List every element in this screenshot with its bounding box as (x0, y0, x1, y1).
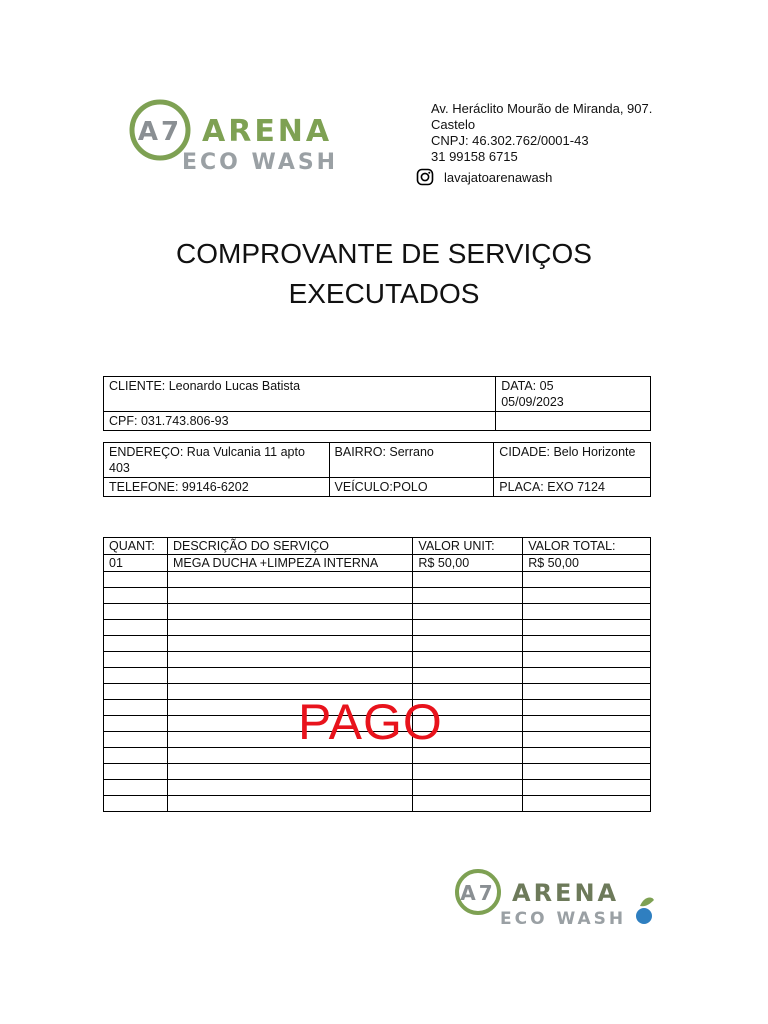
service-row (104, 555, 651, 572)
service-unit-value-cell (413, 764, 523, 780)
logo-mark: A7 (137, 117, 183, 147)
service-description-cell (167, 652, 412, 668)
service-unit-value-cell (413, 668, 523, 684)
plate-cell: PLACA: EXO 7124 (494, 478, 651, 497)
service-quantity-cell (104, 652, 168, 668)
service-quantity-cell: 01 (104, 555, 168, 572)
service-row (104, 604, 651, 620)
service-quantity-cell (104, 572, 168, 588)
service-total-value-cell (523, 716, 651, 732)
cpf-cell: CPF: 031.743.806-93 (104, 412, 496, 431)
logo-name: ARENA (202, 114, 333, 149)
paid-stamp: PAGO (298, 694, 443, 750)
service-total-value-cell (523, 684, 651, 700)
service-description-cell (167, 636, 412, 652)
company-info (431, 101, 652, 165)
service-quantity-cell (104, 732, 168, 748)
service-row (104, 588, 651, 604)
company-address-line2: Castelo (431, 117, 476, 132)
date-cell (496, 377, 651, 412)
service-total-value-cell (523, 604, 651, 620)
service-row (104, 620, 651, 636)
title-line2: EXECUTADOS (288, 278, 480, 309)
service-unit-value-cell (413, 588, 523, 604)
service-quantity-cell (104, 780, 168, 796)
header-total-value: VALOR TOTAL: (523, 538, 651, 555)
client-row (104, 377, 651, 412)
services-header-row (104, 538, 651, 555)
neighborhood-cell: BAIRRO: Serrano (329, 443, 494, 478)
service-quantity-cell (104, 796, 168, 812)
service-total-value-cell (523, 652, 651, 668)
header-quantity: QUANT: (104, 538, 168, 555)
service-description-cell (167, 620, 412, 636)
company-logo (120, 95, 360, 177)
service-unit-value-cell (413, 796, 523, 812)
logo-tagline: ECO WASH (182, 150, 339, 175)
service-unit-value-cell (413, 604, 523, 620)
service-unit-value-cell (413, 780, 523, 796)
service-quantity-cell (104, 668, 168, 684)
phone-cell: TELEFONE: 99146-6202 (104, 478, 330, 497)
service-description-cell (167, 668, 412, 684)
service-quantity-cell (104, 684, 168, 700)
service-row (104, 636, 651, 652)
client-table (103, 376, 651, 431)
service-unit-value-cell (413, 620, 523, 636)
service-total-value-cell (523, 636, 651, 652)
service-total-value-cell (523, 780, 651, 796)
instagram-handle-row (416, 167, 552, 187)
service-total-value-cell (523, 732, 651, 748)
service-row (104, 652, 651, 668)
service-total-value-cell (523, 764, 651, 780)
company-cnpj: CNPJ: 46.302.762/0001-43 (431, 133, 589, 148)
service-total-value-cell (523, 668, 651, 684)
water-drop-icon (636, 908, 652, 924)
footer-logo-mark: A7 (460, 881, 496, 905)
service-unit-value-cell: R$ 50,00 (413, 555, 523, 572)
services-body (104, 555, 651, 812)
city-cell: CIDADE: Belo Horizonte (494, 443, 651, 478)
service-quantity-cell (104, 636, 168, 652)
vehicle-row (104, 478, 651, 497)
service-total-value-cell (523, 588, 651, 604)
service-total-value-cell (523, 572, 651, 588)
service-description-cell (167, 588, 412, 604)
cpf-row (104, 412, 651, 431)
service-unit-value-cell (413, 652, 523, 668)
service-quantity-cell (104, 620, 168, 636)
service-total-value-cell (523, 748, 651, 764)
service-unit-value-cell (413, 572, 523, 588)
service-total-value-cell: R$ 50,00 (523, 555, 651, 572)
service-row (104, 572, 651, 588)
service-row (104, 780, 651, 796)
services-table (103, 537, 651, 812)
date-value: 05/09/2023 (501, 395, 564, 409)
address-row (104, 443, 651, 478)
company-phone: 31 99158 6715 (431, 149, 518, 164)
service-quantity-cell (104, 748, 168, 764)
service-total-value-cell (523, 620, 651, 636)
footer-logo-tagline: ECO WASH (500, 909, 627, 929)
service-quantity-cell (104, 764, 168, 780)
service-quantity-cell (104, 604, 168, 620)
service-quantity-cell (104, 716, 168, 732)
empty-cell (496, 412, 651, 431)
service-row (104, 668, 651, 684)
service-quantity-cell (104, 700, 168, 716)
header-unit-value: VALOR UNIT: (413, 538, 523, 555)
service-unit-value-cell (413, 636, 523, 652)
vehicle-cell: VEÍCULO:POLO (329, 478, 494, 497)
client-name-cell: CLIENTE: Leonardo Lucas Batista (104, 377, 496, 412)
leaf-icon (640, 898, 654, 907)
service-quantity-cell (104, 588, 168, 604)
instagram-handle: lavajatoarenawash (444, 169, 553, 185)
company-address-line1: Av. Heráclito Mourão de Miranda, 907. (431, 101, 653, 116)
service-description-cell (167, 604, 412, 620)
service-description-cell (167, 764, 412, 780)
service-description-cell (167, 796, 412, 812)
document-title (0, 234, 768, 314)
address-table (103, 442, 651, 497)
service-description-cell (167, 572, 412, 588)
footer-logo-name: ARENA (512, 879, 620, 907)
service-description-cell: MEGA DUCHA +LIMPEZA INTERNA (167, 555, 412, 572)
service-description-cell (167, 780, 412, 796)
service-row (104, 796, 651, 812)
company-logo-footer (452, 866, 662, 936)
address-cell: ENDEREÇO: Rua Vulcania 11 apto 403 (104, 443, 330, 478)
date-label: DATA: 05 (501, 379, 554, 393)
service-row (104, 764, 651, 780)
service-total-value-cell (523, 700, 651, 716)
service-total-value-cell (523, 796, 651, 812)
header-description: DESCRIÇÃO DO SERVIÇO (167, 538, 412, 555)
title-line1: COMPROVANTE DE SERVIÇOS (176, 238, 592, 269)
instagram-icon (416, 168, 434, 186)
